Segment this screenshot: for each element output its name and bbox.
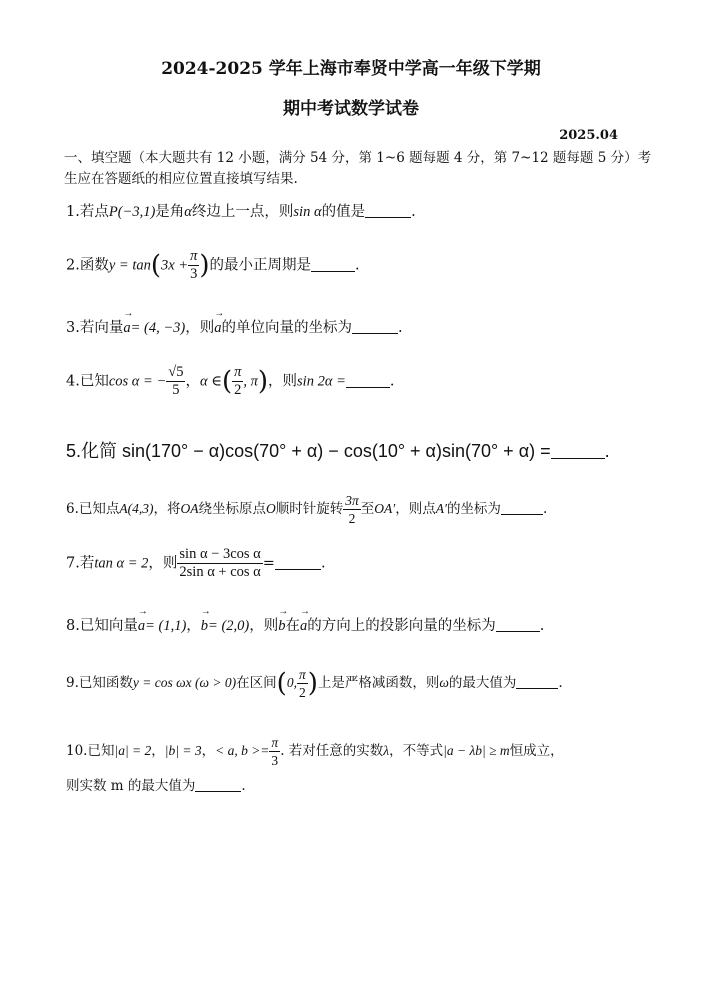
answer-blank[interactable] — [311, 257, 355, 272]
question-10-line2: 则实数 m 的最大值为 . — [66, 778, 246, 794]
answer-blank[interactable] — [501, 500, 543, 515]
answer-blank[interactable] — [551, 444, 605, 459]
question-7: 7.若tan α = 2，则 $\frac{\text{sin α − 3cos α}}{\text{2sin α + cos α}}$ = . — [66, 546, 326, 580]
question-8: 8.已知向量→ a= (1,1)，→ b= (2,0)，则→ b在→ a的方向上的投影向量的坐标为 . — [66, 614, 666, 635]
exam-title: 2024-2025 学年上海市奉贤中学高一年级下学期 — [161, 59, 541, 79]
question-4: 4.已知cos α = − $\frac{√5}{5}$ ，α ∈( $\frac{\pi}{2}$ , π)，则sin 2α = . — [66, 364, 395, 398]
answer-blank[interactable] — [365, 203, 411, 218]
answer-blank[interactable] — [352, 319, 398, 334]
question-1: 1.若点P(−3,1)是角α终边上一点，则sin α的值是 . — [66, 204, 416, 220]
section-heading — [64, 148, 654, 190]
question-3: 3.若向量→ a= (4, −3)，则→ a的单位向量的坐标为 . — [66, 316, 666, 337]
question-5: 5.化简 sin(170° − α)cos(70° + α) − cos(10° + α)sin(70° + α) = . — [66, 441, 610, 461]
answer-blank[interactable] — [346, 373, 390, 388]
exam-subtitle: 期中考试数学试卷 — [283, 99, 419, 119]
section-heading-line1: 一、填空题（本大题共有 12 小题，满分 54 分，第 1~6 题每题 4 分，第 7~12 题每题 5 分）考 — [64, 150, 652, 166]
exam-date: 2025.04 — [559, 128, 618, 143]
question-9: 9.已知函数y = cos ωx (ω > 0)在区间(0, $\frac{\pi}{2}$ )上是严格减函数，则ω的最大值为 . — [66, 667, 563, 700]
answer-blank[interactable] — [275, 555, 321, 570]
section-heading-line2: 生应在答题纸的相应位置直接填写结果. — [64, 171, 298, 187]
answer-blank[interactable] — [195, 777, 241, 792]
answer-blank[interactable] — [496, 617, 540, 632]
question-2: 2.函数y = tan(3x + $\frac{\pi}{3}$ )的最小正周期是 . — [66, 248, 360, 282]
question-10: 10.已知|a| = 2，|b| = 3，< a, b >= $\frac{\pi}{3}$ . 若对任意的实数λ，不等式|a − λb| ≥ m恒成立， — [66, 735, 564, 768]
answer-blank[interactable] — [516, 674, 558, 689]
question-6: 6.已知点A(4,3)，将OA绕坐标原点O顺时针旋转 $\frac{3\pi}{2}$ 至OA′，则点A′的坐标为 . — [66, 493, 548, 526]
